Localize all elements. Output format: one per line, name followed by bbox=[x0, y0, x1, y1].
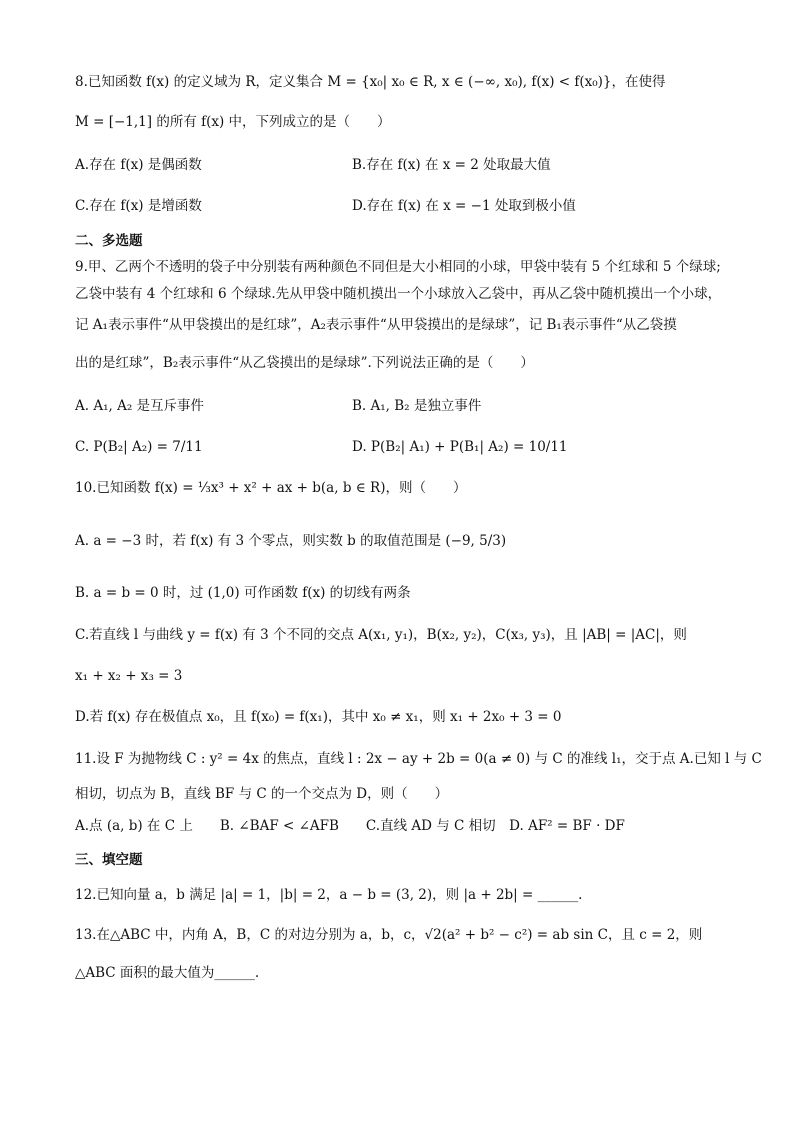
q9-stem-line1: 9.甲、乙两个不透明的袋子中分别装有两种颜色不同但是大小相同的小球，甲袋中装有 5 个红球和 5 个绿球; bbox=[75, 259, 721, 275]
q10-option-b: B. a = b = 0 时，过 (1,0) 可作函数 f(x) 的切线有两条 bbox=[75, 585, 411, 601]
q8-option-c: C.存在 f(x) 是增函数 bbox=[75, 198, 202, 214]
q11-stem-line2: 相切，切点为 B，直线 BF 与 C 的一个交点为 D，则（ ） bbox=[75, 786, 449, 802]
q8-option-a: A.存在 f(x) 是偶函数 bbox=[75, 157, 202, 173]
q8-stem-line1: 8.已知函数 f(x) 的定义域为 R，定义集合 M = {x₀| x₀ ∈ R, x ∈ (−∞, x₀), f(x) < f(x₀)}，在使得 bbox=[75, 74, 666, 90]
q8-option-b: B.存在 f(x) 在 x = 2 处取最大值 bbox=[352, 157, 551, 173]
q8-stem-line2: M = [−1,1] 的所有 f(x) 中，下列成立的是（ ） bbox=[75, 114, 391, 130]
q10-option-a: A. a = −3 时，若 f(x) 有 3 个零点，则实数 b 的取值范围是 (−9, 5/3) bbox=[75, 533, 507, 549]
q13-stem-line1: 13.在△ABC 中，内角 A，B，C 的对边分别为 a，b，c，√2(a² + b² − c²) = ab sin C，且 c = 2，则 bbox=[75, 927, 703, 943]
q9-option-d: D. P(B₂| A₁) + P(B₁| A₂) = 10/11 bbox=[352, 439, 568, 455]
q12-stem: 12.已知向量 a，b 满足 |a| = 1，|b| = 2，a − b = (3, 2)，则 |a + 2b| = ______. bbox=[75, 887, 583, 903]
q10-option-d: D.若 f(x) 存在极值点 x₀，且 f(x₀) = f(x₁)，其中 x₀ ≠ x₁，则 x₁ + 2x₀ + 3 = 0 bbox=[75, 709, 562, 725]
section-multiple-choice-title: 二、多选题 bbox=[75, 233, 143, 249]
q10-option-c-line1: C.若直线 l 与曲线 y = f(x) 有 3 个不同的交点 A(x₁, y₁)，B(x₂, y₂)，C(x₃, y₃)，且 |AB| = |AC|，则 bbox=[75, 627, 687, 643]
q9-stem-line4: 出的是红球”，B₂表示事件“从乙袋摸出的是绿球”.下列说法正确的是（ ） bbox=[75, 355, 534, 371]
q10-option-c-line2: x₁ + x₂ + x₃ = 3 bbox=[75, 668, 183, 684]
q11-options: A.点 (a, b) 在 C 上 B. ∠BAF < ∠AFB C.直线 AD 与 C 相切 D. AF² = BF · DF bbox=[75, 818, 625, 834]
q8-option-d: D.存在 f(x) 在 x = −1 处取到极小值 bbox=[352, 198, 576, 214]
q9-option-a: A. A₁, A₂ 是互斥事件 bbox=[75, 398, 205, 414]
q9-stem-line3: 记 A₁表示事件“从甲袋摸出的是红球”，A₂表示事件“从甲袋摸出的是绿球”，记 B₁表示事件“从乙袋摸 bbox=[75, 317, 677, 333]
q9-stem-line2: 乙袋中装有 4 个红球和 6 个绿球.先从甲袋中随机摸出一个小球放入乙袋中，再从乙袋中随机摸出一个小球， bbox=[75, 286, 722, 302]
q13-stem-line2: △ABC 面积的最大值为______. bbox=[75, 965, 260, 981]
q9-option-b: B. A₁, B₂ 是独立事件 bbox=[352, 398, 482, 414]
section-fill-in-title: 三、填空题 bbox=[75, 852, 143, 868]
q11-stem-line1: 11.设 F 为抛物线 C : y² = 4x 的焦点，直线 l : 2x − ay + 2b = 0(a ≠ 0) 与 C 的准线 l₁，交于点 A.已知 l 与 C bbox=[75, 751, 762, 767]
q9-option-c: C. P(B₂| A₂) = 7/11 bbox=[75, 439, 203, 455]
q10-stem: 10.已知函数 f(x) = ⅓x³ + x² + ax + b(a, b ∈ R)，则（ ） bbox=[75, 480, 467, 496]
